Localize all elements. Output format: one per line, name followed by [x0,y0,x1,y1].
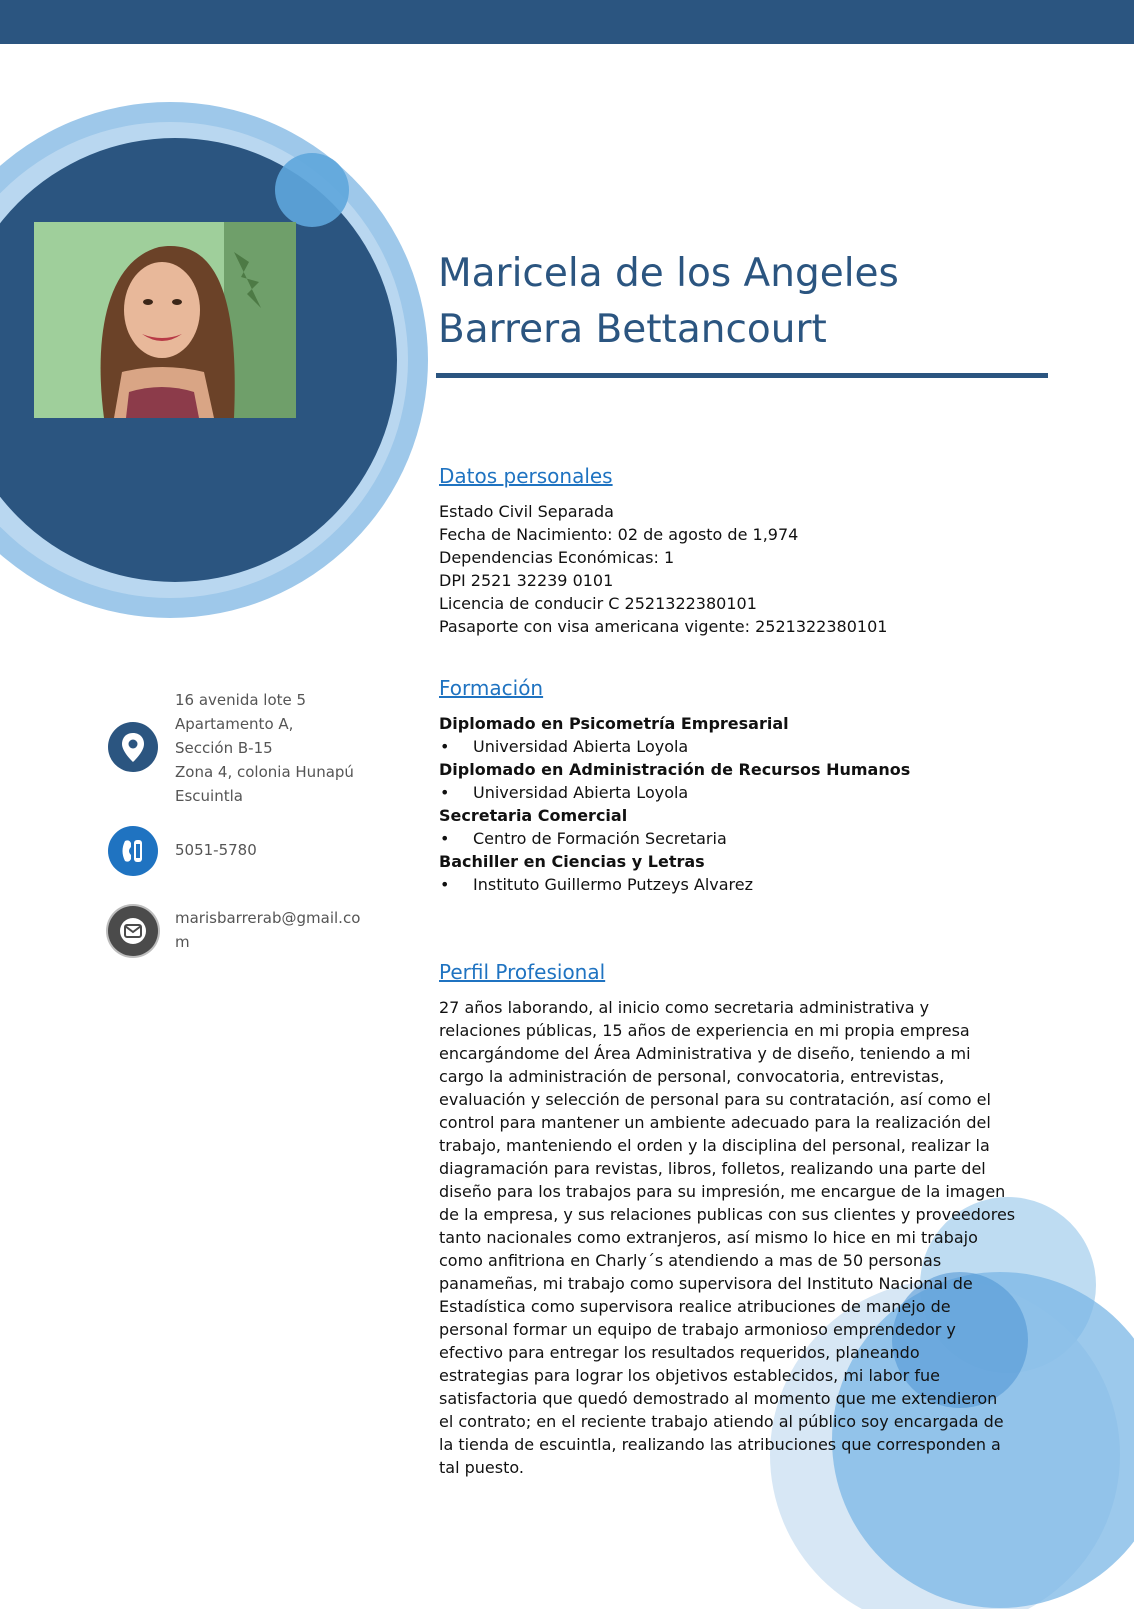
name-line-1: Maricela de los Angeles [438,251,899,296]
profile-line: Estadística como supervisora realice atribuciones de manejo de [439,1297,951,1316]
address-line: Sección B-15 [175,739,273,757]
profile-line: tanto nacionales como extranjeros, así mismo lo hice en mi trabajo [439,1228,978,1247]
profile-line: efectivo para entregar los resultados requeridos, planeando [439,1343,920,1362]
personal-line: Pasaporte con visa americana vigente: 2521322380101 [439,617,888,636]
personal-data-title: Datos personales [439,464,613,488]
profile-line: tal puesto. [439,1458,524,1477]
education-institution: • Universidad Abierta Loyola [439,781,910,804]
address-line: 16 avenida lote 5 [175,691,307,709]
education-title: Formación [439,676,544,700]
profile-line: personal formar un equipo de trabajo armonioso emprendedor y [439,1320,956,1339]
profile-line: control para mantener un ambiente adecuado para la realización del [439,1113,991,1132]
personal-data-list [439,500,887,638]
phone-number: 5051-5780 [175,841,257,859]
address [175,688,354,808]
profile-line: satisfactoria que quedó demostrado al momento que me extendieron [439,1389,998,1408]
profile-line: evaluación y selección de personal para su contratación, así como el [439,1090,991,1109]
address-line: Escuintla [175,787,243,805]
profile-line: cargo la administración de personal, convocatoria, entrevistas, [439,1067,945,1086]
profile-line: la tienda de escuintla, realizando las atribuciones que corresponden a [439,1435,1001,1454]
profile-line: estrategias para lograr los objetivos establecidos, mi labor fue [439,1366,940,1385]
email-line: m [175,933,190,951]
location-pin-icon [108,722,158,772]
phone-icon [108,826,158,876]
address-line: Apartamento A, [175,715,294,733]
education-degree: Diplomado en Psicometría Empresarial [439,714,789,733]
education-institution: • Instituto Guillermo Putzeys Alvarez [439,873,910,896]
personal-line: Estado Civil Separada [439,502,614,521]
profile-line: diseño para los trabajos para su impresión, me encargue de la imagen [439,1182,1006,1201]
profile-line: como anfitriona en Charly´s atendiendo a mas de 50 personas [439,1251,942,1270]
education-degree: Diplomado en Administración de Recursos Humanos [439,760,911,779]
profile-line: 27 años laborando, al inicio como secretaria administrativa y [439,998,930,1017]
address-line: Zona 4, colonia Hunapú [175,763,354,781]
profile-photo [34,222,296,418]
name-line-2: Barrera Bettancourt [438,307,827,352]
profile-line: diagramación para revistas, libros, folletos, realizando una parte del [439,1159,986,1178]
education-list [439,712,910,896]
envelope-icon [108,906,158,956]
profile-line: trabajo, manteniendo el orden y la disciplina del personal, realizar la [439,1136,990,1155]
profile-title: Perfil Profesional [439,960,606,984]
education-degree: Bachiller en Ciencias y Letras [439,852,705,871]
profile-line: de la empresa, y sus relaciones publicas con sus clientes y proveedores [439,1205,1016,1224]
personal-line: Dependencias Económicas: 1 [439,548,675,567]
education-degree: Secretaria Comercial [439,806,628,825]
small-accent-circle [275,153,349,227]
email [175,906,360,954]
personal-line: Fecha de Nacimiento: 02 de agosto de 1,974 [439,525,799,544]
email-line: marisbarrerab@gmail.co [175,909,361,927]
profile-line: panameñas, mi trabajo como supervisora del Instituto Nacional de [439,1274,973,1293]
personal-line: Licencia de conducir C 2521322380101 [439,594,757,613]
profile-line: el contrato; en el reciente trabajo atiendo al público soy encargada de [439,1412,1004,1431]
education-institution: • Centro de Formación Secretaria [439,827,910,850]
profile-line: encargándome del Área Administrativa y de diseño, teniendo a mi [439,1044,971,1063]
profile-text [439,996,1051,1479]
education-institution: • Universidad Abierta Loyola [439,735,910,758]
full-name [438,246,1078,358]
personal-line: DPI 2521 32239 0101 [439,571,614,590]
name-divider [436,373,1048,378]
profile-line: relaciones públicas, 15 años de experiencia en mi propia empresa [439,1021,970,1040]
